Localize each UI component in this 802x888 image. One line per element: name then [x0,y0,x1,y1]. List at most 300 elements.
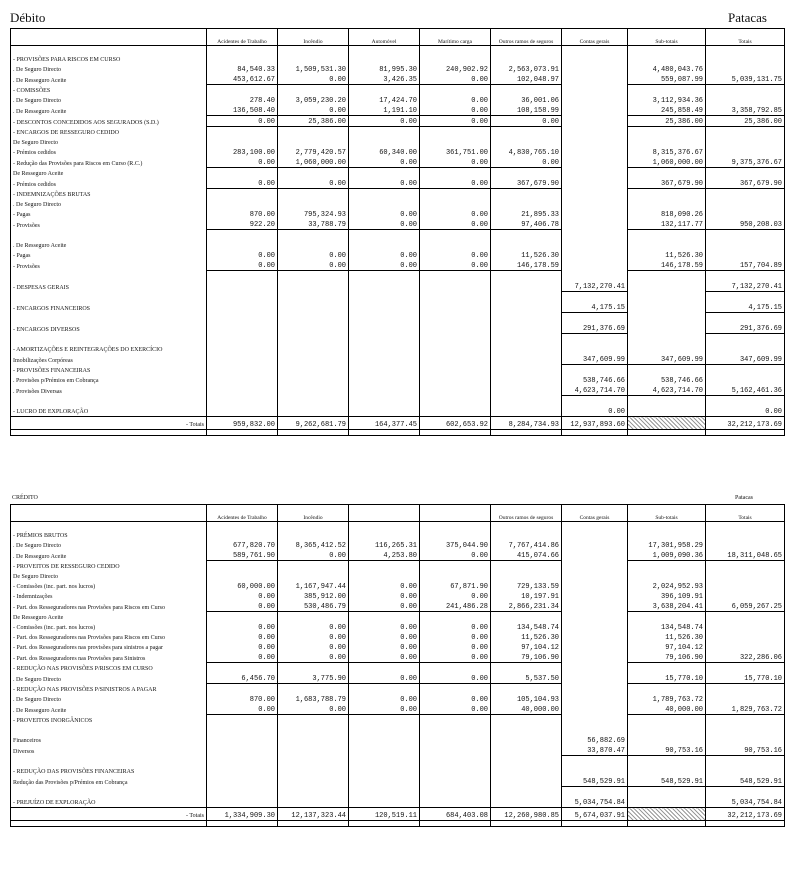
cell-value: 278.40 [207,95,278,105]
cell-value [706,622,785,632]
cell-value [278,189,349,200]
row-label: . De Seguro Directo [11,673,207,684]
row-label: De Seguro Directo [11,571,207,581]
cell-value [491,787,562,798]
cell-value [278,530,349,540]
table-row [11,219,785,230]
cell-value: 4,623,714.70 [628,385,706,396]
table-row [11,375,785,385]
cell-value: 8,365,412.52 [278,540,349,550]
totals-row [11,417,785,430]
row-label: . De Resseguro Aceite [11,550,207,561]
cell-value: 6,059,267.25 [706,601,785,612]
cell-value: 922.20 [207,219,278,230]
table-row [11,85,785,96]
cell-value [628,684,706,695]
row-label: - Part. dos Resseguradores nas Provisões para Riscos em Curso [11,601,207,612]
cell-value: 548,529.91 [562,776,628,787]
cell-value: 97,104.12 [628,642,706,652]
cell-value [628,292,706,303]
cell-value: 347,609.99 [562,354,628,365]
row-label: - Comissões (inc. part. nos lucros) [11,581,207,591]
cell-value: 10,197.91 [491,591,562,601]
row-label [11,756,207,767]
table-row [11,725,785,735]
cell-value [420,281,491,292]
cell-value: 1,060,000.00 [628,157,706,168]
cell-value: 0.00 [207,250,278,260]
cell-value [706,147,785,157]
cell-value: 291,376.69 [706,323,785,334]
cell-value: 2,024,952.93 [628,581,706,591]
row-label: - AMORTIZAÇÕES E REINTEGRAÇÕES DO EXERCÍCIO [11,344,207,354]
total-value: 602,653.92 [420,417,491,430]
table-row [11,137,785,147]
cell-value [491,271,562,282]
cell-value: 0.00 [349,178,420,189]
cell-value [628,725,706,735]
cell-value [420,168,491,179]
table-row [11,74,785,85]
total-value: 12,260,980.85 [491,808,562,821]
cell-value [349,313,420,324]
table-row [11,561,785,572]
row-label: - Prémios cedidos [11,147,207,157]
cell-value [628,663,706,674]
cell-value: 25,386.00 [628,116,706,127]
cell-value [706,344,785,354]
row-label: . Provisões Diversas [11,385,207,396]
table-row [11,116,785,127]
cell-value [562,209,628,219]
cell-value: 97,406.78 [491,219,562,230]
cell-value: 5,537.50 [491,673,562,684]
cell-value [628,365,706,376]
cell-value: 3,426.35 [349,74,420,85]
cell-value: 0.00 [420,260,491,271]
cell-value: 818,090.26 [628,209,706,219]
cell-value [491,323,562,334]
cell-value: 0.00 [349,632,420,642]
cell-value [278,365,349,376]
cell-value [706,85,785,96]
cell-value: 367,679.90 [628,178,706,189]
cell-value: 0.00 [420,652,491,663]
column-header: Automóvel [349,29,420,46]
cell-value [706,530,785,540]
cell-value [207,365,278,376]
cell-value [420,137,491,147]
row-label [11,334,207,345]
cell-value [420,271,491,282]
cell-value: 0.00 [207,704,278,715]
cell-value: 0.00 [207,601,278,612]
cell-value: 0.00 [706,406,785,417]
cell-value [278,127,349,138]
row-label: - PROVISÕES PARA RISCOS EM CURSO [11,54,207,64]
cell-value [420,292,491,303]
cell-value [706,209,785,219]
column-header: Totais [706,29,785,46]
cell-value [628,571,706,581]
cell-value: 347,609.99 [628,354,706,365]
cell-value: 25,386.00 [706,116,785,127]
cell-value: 589,761.90 [207,550,278,561]
cell-value: 0.00 [420,622,491,632]
credit-table [10,504,785,827]
table-row [11,396,785,407]
row-label: Imobilizações Corpóreas [11,354,207,365]
cell-value: 3,112,934.36 [628,95,706,105]
cell-value [278,745,349,756]
cell-value [207,189,278,200]
cell-value [706,756,785,767]
cell-value: 0.00 [278,632,349,642]
row-label [11,396,207,407]
table-row [11,694,785,704]
table-row [11,406,785,417]
cell-value: 385,912.00 [278,591,349,601]
cell-value [628,735,706,745]
table-row [11,260,785,271]
cell-value: 90,753.16 [628,745,706,756]
cell-value [207,323,278,334]
cell-value: 530,486.79 [278,601,349,612]
cell-value [349,85,420,96]
cell-value: 3,358,792.85 [706,105,785,116]
row-label: . De Resseguro Aceite [11,74,207,85]
cell-value [207,385,278,396]
cell-value [628,230,706,241]
cell-value: 56,882.69 [562,735,628,745]
cell-value: 548,529.91 [706,776,785,787]
cell-value [420,85,491,96]
cell-value [562,250,628,260]
cell-value: 0.00 [349,642,420,652]
cell-value [278,561,349,572]
totals-row [11,808,785,821]
table-row [11,632,785,642]
cell-value: 291,376.69 [562,323,628,334]
cell-value [207,787,278,798]
cell-value: 136,508.40 [207,105,278,116]
total-value: 12,137,323.44 [278,808,349,821]
row-label: . De Resseguro Aceite [11,704,207,715]
cell-value [349,776,420,787]
cell-value [706,581,785,591]
cell-value [628,240,706,250]
cell-value [562,591,628,601]
cell-value [278,715,349,726]
cell-value [207,168,278,179]
table-row [11,250,785,260]
column-header: Sub-totais [628,505,706,522]
cell-value [628,302,706,313]
cell-value: 0.00 [420,694,491,704]
cell-value: 132,117.77 [628,219,706,230]
cell-value [278,344,349,354]
row-label: - Pagas [11,209,207,219]
cell-value [706,663,785,674]
cell-value [349,663,420,674]
cell-value [349,271,420,282]
cell-value: 0.00 [420,105,491,116]
row-label: - ENCARGOS DE RESSEGURO CEDIDO [11,127,207,138]
row-label: - ENCARGOS FINANCEIROS [11,302,207,313]
cell-value [491,54,562,64]
table-row [11,673,785,684]
cell-value [706,694,785,704]
table-row [11,776,785,787]
cell-value [562,550,628,561]
cell-value [562,271,628,282]
cell-value [420,199,491,209]
cell-value [349,684,420,695]
cell-value [491,281,562,292]
cell-value: 11,526.30 [628,250,706,260]
cell-value [420,189,491,200]
cell-value: 0.00 [207,652,278,663]
cell-value [706,766,785,776]
cell-value [562,313,628,324]
cell-value [420,230,491,241]
table-row [11,240,785,250]
cell-value [628,612,706,623]
cell-value: 15,770.10 [628,673,706,684]
cell-value: 25,386.00 [278,116,349,127]
cell-value [491,302,562,313]
cell-value: 5,162,461.36 [706,385,785,396]
cell-value [420,530,491,540]
cell-value [706,365,785,376]
cell-value [349,230,420,241]
cell-value [628,344,706,354]
cell-value [420,797,491,808]
cell-value [706,240,785,250]
cell-value [207,281,278,292]
cell-value: 0.00 [349,260,420,271]
cell-value [278,230,349,241]
table-row [11,281,785,292]
column-header: Totais [706,505,785,522]
cell-value: 0.00 [278,74,349,85]
cell-value [278,766,349,776]
cell-value [278,787,349,798]
cell-value: 2,866,231.34 [491,601,562,612]
cell-value [278,385,349,396]
cell-value [420,684,491,695]
cell-value: 0.00 [278,260,349,271]
cell-value [562,157,628,168]
cell-value [491,199,562,209]
cell-value: 79,106.90 [628,652,706,663]
cell-value [562,168,628,179]
cell-value [349,612,420,623]
row-label: . De Seguro Directo [11,694,207,704]
cell-value [628,766,706,776]
row-label: - Pagas [11,250,207,260]
table-row [11,756,785,767]
cell-value: 6,456.70 [207,673,278,684]
cell-value: 18,311,048.65 [706,550,785,561]
table-row [11,612,785,623]
cell-value [491,292,562,303]
cell-value [420,787,491,798]
cell-value [491,797,562,808]
total-value [628,417,706,430]
column-header: Acidentes de Trabalho [207,505,278,522]
cell-value [349,756,420,767]
cell-value [706,137,785,147]
column-header: Marítimo carga [420,29,491,46]
cell-value: 0.00 [420,704,491,715]
cell-value [207,715,278,726]
cell-value [628,406,706,417]
cell-value: 4,175.15 [562,302,628,313]
cell-value: 0.00 [420,74,491,85]
cell-value [562,178,628,189]
cell-value: 0.00 [278,178,349,189]
debit-title: Débito [10,10,46,25]
cell-value: 367,679.90 [491,178,562,189]
cell-value [562,673,628,684]
cell-value [278,571,349,581]
cell-value [349,561,420,572]
cell-value [706,95,785,105]
table-row [11,735,785,745]
cell-value [562,95,628,105]
cell-value: 361,751.00 [420,147,491,157]
cell-value [491,735,562,745]
cell-value: 33,788.79 [278,219,349,230]
cell-value [706,375,785,385]
table-row [11,571,785,581]
cell-value [349,127,420,138]
cell-value: 60,000.00 [207,581,278,591]
cell-value [420,323,491,334]
cell-value [207,85,278,96]
cell-value [278,612,349,623]
cell-value: 396,109.91 [628,591,706,601]
cell-value [207,530,278,540]
cell-value [278,199,349,209]
column-header [11,505,207,522]
cell-value [562,632,628,642]
cell-value [628,85,706,96]
cell-value [207,292,278,303]
row-label: - DESCONTOS CONCEDIDOS AOS SEGURADOS (S.D.) [11,116,207,127]
cell-value [491,85,562,96]
cell-value [349,354,420,365]
cell-value [706,127,785,138]
row-label [11,230,207,241]
cell-value [706,642,785,652]
cell-value: 795,324.93 [278,209,349,219]
cell-value [706,787,785,798]
cell-value: 134,548.74 [628,622,706,632]
cell-value [706,540,785,550]
cell-value [349,137,420,147]
table-row [11,766,785,776]
cell-value [420,302,491,313]
table-row [11,550,785,561]
cell-value [349,292,420,303]
row-label: . De Resseguro Aceite [11,105,207,116]
cell-value: 0.00 [349,116,420,127]
cell-value: 9,375,376.67 [706,157,785,168]
cell-value [207,240,278,250]
cell-value: 8,315,376.67 [628,147,706,157]
cell-value [562,530,628,540]
cell-value: 375,044.90 [420,540,491,550]
table-row [11,168,785,179]
cell-value [420,385,491,396]
cell-value: 5,034,754.84 [706,797,785,808]
cell-value: 15,770.10 [706,673,785,684]
table-row [11,354,785,365]
cell-value [628,334,706,345]
cell-value: 0.00 [207,591,278,601]
row-label: - Provisões [11,219,207,230]
cell-value [562,240,628,250]
row-label: . De Resseguro Aceite [11,240,207,250]
cell-value [420,240,491,250]
cell-value: 0.00 [207,178,278,189]
cell-value [207,137,278,147]
table-row [11,147,785,157]
cell-value [628,787,706,798]
table-row [11,797,785,808]
table-row [11,530,785,540]
row-label: - Comissões (inc. part. nos lucros) [11,622,207,632]
cell-value [420,313,491,324]
cell-value [706,271,785,282]
row-label: - PRÉMIOS BRUTOS [11,530,207,540]
cell-value: 950,208.03 [706,219,785,230]
cell-value: 3,059,230.20 [278,95,349,105]
cell-value: 105,104.93 [491,694,562,704]
table-row [11,95,785,105]
cell-value [349,396,420,407]
cell-value [278,334,349,345]
cell-value: 1,683,788.79 [278,694,349,704]
cell-value [491,313,562,324]
row-label: - Provisões [11,260,207,271]
table-row [11,127,785,138]
totals-label: - Totais [11,808,207,821]
cell-value [349,189,420,200]
cell-value [706,396,785,407]
cell-value: 415,074.66 [491,550,562,561]
cell-value [207,756,278,767]
cell-value [562,334,628,345]
cell-value [706,715,785,726]
cell-value: 283,100.00 [207,147,278,157]
cell-value: 538,746.66 [628,375,706,385]
cell-value: 84,540.33 [207,64,278,74]
row-label: - REDUÇÃO DAS PROVISÕES FINANCEIRAS [11,766,207,776]
cell-value [207,745,278,756]
cell-value [706,561,785,572]
cell-value: 60,340.00 [349,147,420,157]
cell-value [628,561,706,572]
table-row [11,230,785,241]
row-label: - Part. dos Resseguradores nas Provisões para Riscos em Curso [11,632,207,642]
row-label: . De Seguro Directo [11,95,207,105]
cell-value [207,396,278,407]
cell-value [491,168,562,179]
row-label: - PROVISÕES FINANCEIRAS [11,365,207,376]
